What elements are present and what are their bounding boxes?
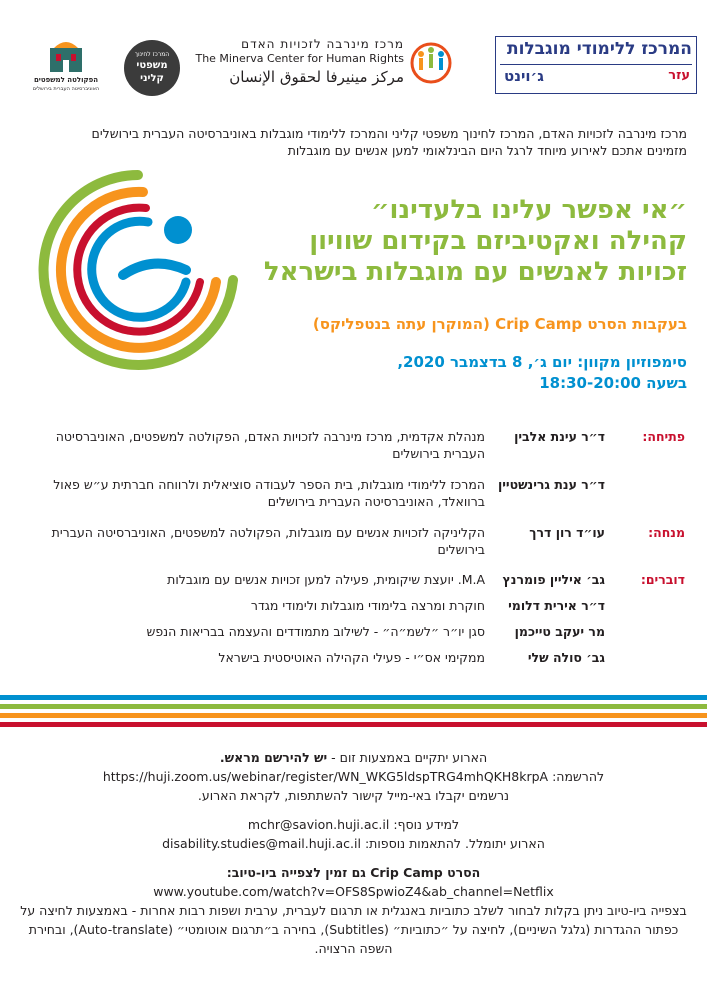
speaker-name: ד״ר אירית דלומי bbox=[508, 598, 605, 613]
accessibility-label: הארוע יתומלל. להתאמות נוספות: bbox=[364, 836, 545, 851]
speaker-affiliation: הקליניקה לזכויות אנשים עם מוגבלות, הפקולטה למשפטים, האוניברסיטה העברית בירושלים bbox=[51, 525, 485, 557]
speaker-affiliation: המרכז ללימודי מוגבלות, בית הספר לעבודה סוציאלית ולרווחה חברתית ע״ש פאול ברוואלד, האוניברסיטה העברית בירושלים bbox=[53, 477, 485, 509]
speaker-affiliation: M.A. יועצת שיקומית, פעילה למען זכויות אנשים עם מוגבלות bbox=[167, 572, 485, 587]
accessibility-line bbox=[20, 834, 687, 853]
zoom-notice-text: הארוע יתקיים באמצעות זום - bbox=[331, 750, 488, 765]
symposium-datetime bbox=[397, 352, 687, 394]
speaker-affiliation: מנהלת אקדמית, מרכז מינרבה לזכויות האדם, הפקולטה למשפטים, האוניברסיטה העברית בירושלים bbox=[55, 429, 485, 461]
speaker-name: ד״ר עינת אלבין bbox=[514, 429, 605, 444]
clinic-line3: קליני bbox=[140, 73, 164, 84]
green-stripe bbox=[0, 704, 707, 709]
intro-paragraph: מרכז מינרבה לזכויות האדם, המרכז לחינוך משפטי קליני והמרכז ללימודי מוגבלות באוניברסיטה העברית בירושלים מזמינים אתכם לאירוע מיוחד לרגל היום הבינלאומי למען אנשים עם מוגבלות bbox=[91, 126, 687, 158]
info-email-link[interactable]: mchr@savion.huji.ac.il bbox=[247, 817, 390, 832]
registration-label: להרשמה: bbox=[552, 769, 605, 784]
zoom-notice-bold: יש להירשם מראש. bbox=[219, 750, 328, 765]
headline-line2: קהילה ואקטיביזם בקידום שוויון bbox=[309, 226, 687, 256]
film-heading-text: הסרט Crip Camp גם זמין לצפייה ביו-טיוב: bbox=[226, 865, 481, 880]
film-youtube-link[interactable]: www.youtube.com/watch?v=OFS8SpwioZ4&ab_channel=Netflix bbox=[153, 884, 554, 899]
logo-bar bbox=[0, 0, 707, 120]
faculty-line1: הפקולטה למשפטים bbox=[33, 76, 99, 84]
law-faculty-logo bbox=[30, 36, 102, 98]
event-headline bbox=[207, 195, 687, 288]
blue-stripe bbox=[0, 695, 707, 700]
headline-line3: זכויות לאנשים עם מוגבלות בישראל bbox=[263, 257, 687, 287]
info-line bbox=[20, 815, 687, 834]
ezer-logo: עזר bbox=[668, 68, 690, 83]
minerva-logo bbox=[195, 36, 452, 92]
clinic-line2: משפטי bbox=[136, 60, 168, 71]
film-subtitles-note: בצפייה ביו-טיוב ניתן בקלות לבחור לשלב כתוביות באנגלית או תרגום לעברית, ערבית ושפות רבות אחרות - באמצעות לחיצה על כפתור ההגדרות (גלגל השיניים), לחיצה על ״כתוביות״ (Subtitles), בחירה ב״תרגום אוטומטי״ (Auto-translate), ובחירת השפה הרצויה. bbox=[20, 903, 687, 956]
speaker-affiliation: סגן יו״ר ״לשמ״ה״ - לשילוב מתמודדים והעצמה בבריאות הנפש bbox=[146, 624, 485, 639]
minerva-english: The Minerva Center for Human Rights bbox=[195, 52, 404, 65]
speaker-name: גב׳ סולה שלי bbox=[527, 650, 605, 665]
speaker-name: גב׳ איליין פומרנץ bbox=[502, 572, 605, 587]
speaker-name: עו״ד רון דרך bbox=[529, 525, 605, 540]
speaker-name: מר יעקב טייכמן bbox=[514, 624, 605, 639]
registration-link[interactable]: https://huji.zoom.us/webinar/register/WN_WKG5ldspTRG4mhQKH8krpA bbox=[102, 769, 549, 784]
disability-studies-logo bbox=[495, 36, 697, 94]
registration-note: נרשמים יקבלו באי-מייל קישור להשתתפות, לקראת הארוע. bbox=[197, 788, 510, 803]
zoom-notice bbox=[20, 748, 687, 767]
event-details-footer bbox=[20, 748, 687, 958]
program-role: דוברים: bbox=[640, 572, 685, 587]
symposium-date: סימפוזיון מקוון: יום ג׳, 8 בדצמבר 2020, bbox=[397, 353, 687, 371]
accessibility-email-link[interactable]: disability.studies@mail.huji.ac.il bbox=[162, 836, 361, 851]
film-heading bbox=[20, 863, 687, 882]
symposium-time: בשעה 18:30-20:00 bbox=[539, 374, 687, 392]
clinical-education-logo bbox=[124, 40, 180, 96]
orange-stripe bbox=[0, 713, 707, 718]
color-stripes-divider bbox=[0, 695, 707, 731]
red-stripe bbox=[0, 722, 707, 727]
faculty-line2: האוניברסיטה העברית בירושלים bbox=[32, 86, 100, 92]
registration-line bbox=[20, 767, 687, 786]
speaker-affiliation: חוקרת ומרצה בלימודי מוגבלות ולימודי מגדר bbox=[250, 598, 485, 613]
info-label: למידע נוסף: bbox=[393, 817, 460, 832]
joint-logo: ג׳וינט bbox=[504, 67, 544, 85]
minerva-arabic: مركز مينيرفا لحقوق الإنسان bbox=[229, 68, 404, 86]
headline-line1: ״אי אפשר עלינו בלעדינו״ bbox=[370, 195, 687, 225]
disability-logo-title: המרכז ללימודי מוגבלות bbox=[506, 39, 692, 59]
building-icon bbox=[46, 36, 86, 74]
film-subheading: בעקבות הסרט Crip Camp (המוקרן עתה בנטפליקס) bbox=[312, 315, 687, 333]
clinic-line1: המרכז לחינוך bbox=[134, 51, 170, 58]
program-role: מנחה: bbox=[648, 525, 685, 540]
people-circle-icon bbox=[410, 38, 452, 88]
minerva-hebrew: מרכז מינרבה לזכויות האדם bbox=[241, 37, 404, 51]
program-role: פתיחה: bbox=[642, 429, 685, 444]
speaker-affiliation: ממקימי אס״י - פעילי הקהילה האוטיסטית בישראל bbox=[218, 650, 485, 665]
speaker-name: ד״ר ענת גרינשטיין bbox=[497, 477, 605, 492]
